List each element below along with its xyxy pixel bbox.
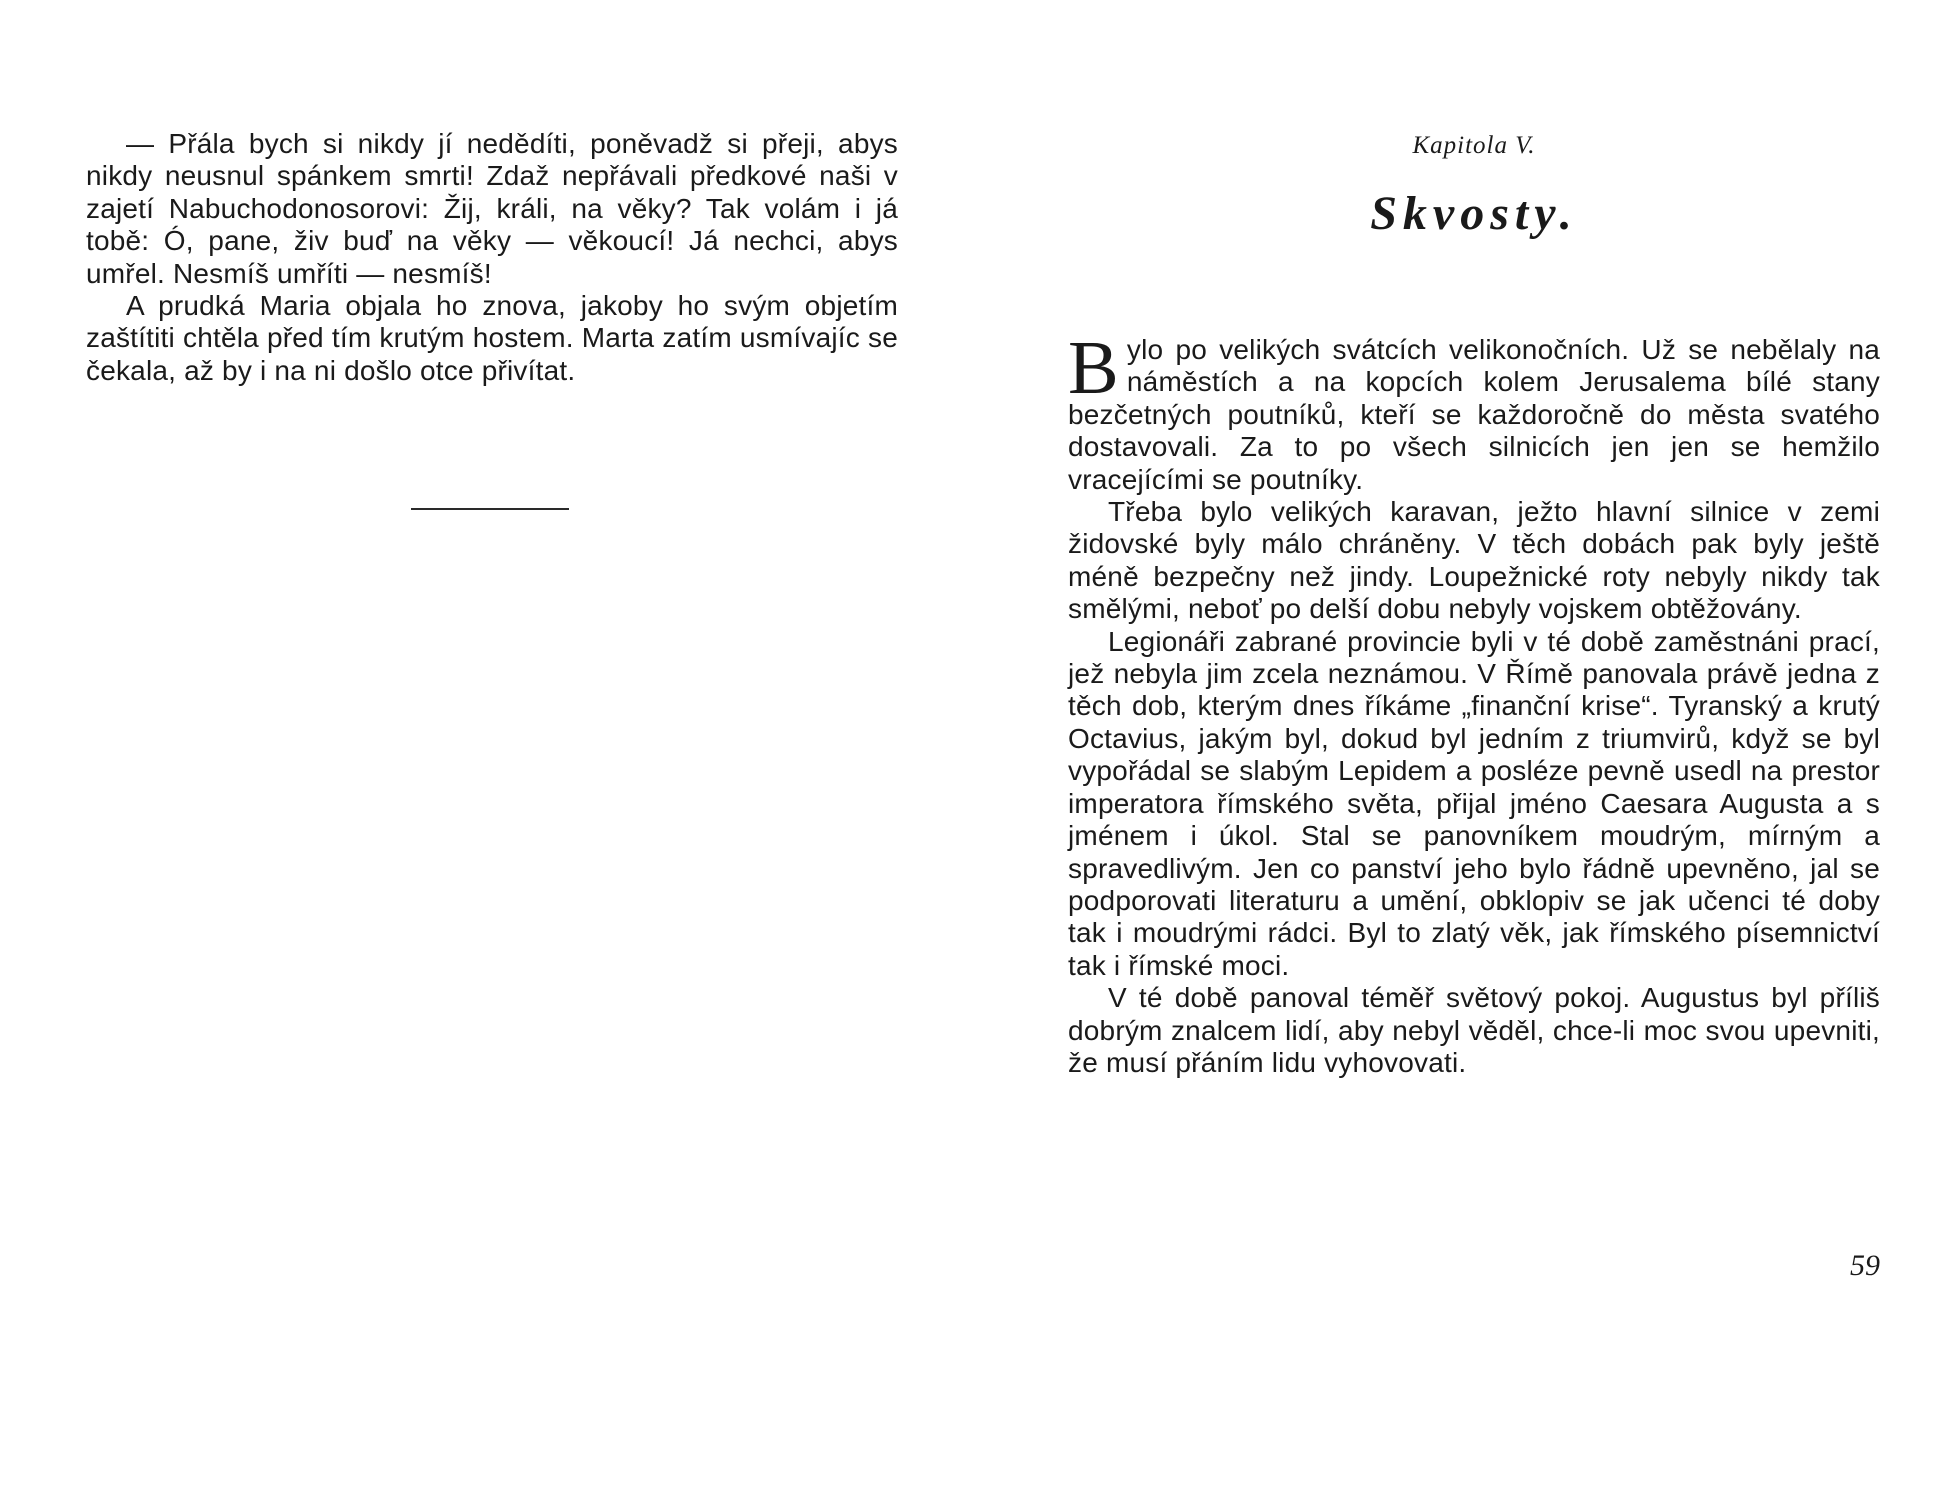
right-paragraph-2: Třeba bylo velikých karavan, ježto hlavní silnice v zemi židovské byly málo chráněny. V těch dobách pak byly ještě méně bezpečny než jindy. Loupežnické roty nebyly nikdy tak smělými, neboť po delší dobu nebyly vojskem obtěžovány. (1068, 496, 1880, 625)
chapter-title: Skvosty. (1370, 187, 1578, 240)
page-number: 59 (1850, 1249, 1880, 1282)
right-page-text (1068, 326, 1880, 1079)
right-paragraph-1 (1068, 326, 1880, 496)
right-paragraph-3: Legionáři zabrané provincie byli v té době zaměstnáni prací, jež nebyla jim zcela neznámou. V Římě panovala právě jedna z těch dob, kterým dnes říkáme „finanční krise“. Tyranský a krutý Octavius, jakým byl, dokud byl jedním z triumvirů, když se byl vypořádal se slabým Lepidem a posléze pevně usedl na prestor imperatora římského světa, přijal jméno Caesara Augusta a s jménem i úkol. Stal se panovníkem moudrým, mírným a spravedlivým. Jen co panství jeho bylo řádně upevněno, jal se podporovati literaturu a umění, obklopiv se jak učenci té doby tak i moudrými rádci. Byl to zlatý věk, jak římského písemnictví tak i římské moci. (1068, 625, 1880, 981)
drop-cap: B (1068, 326, 1119, 410)
left-paragraph-1: — Přála bych si nikdy jí nedědíti, poněvadž si přeji, abys nikdy neusnul spánkem smrti! Zdaž nepřávali předkové naši v zajetí Nabuchodonosorovi: Žij, králi, na věky? Tak volám i já tobě: Ó, pane, živ buď na věky — věkoucí! Já nechci, abys umřel. Nesmíš umříti — nesmíš! (86, 128, 898, 289)
section-divider (411, 508, 569, 510)
chapter-label: Kapitola V. (1412, 132, 1536, 159)
left-page-text (86, 128, 898, 387)
right-paragraph-4: V té době panoval téměř světový pokoj. Augustus byl příliš dobrým znalcem lidí, aby nebyl věděl, chce-li moc svou upevniti, že musí přáním lidu vyhovovati. (1068, 982, 1880, 1078)
left-paragraph-2: A prudká Maria objala ho znova, jakoby ho svým objetím zaštítiti chtěla před tím krutým hostem. Marta zatím usmívajíc se čekala, až by i na ni došlo otce přivítat. (86, 290, 898, 386)
first-paragraph-text: ylo po velikých svátcích velikonočních. Už se nebělaly na náměstích a na kopcích kolem Jerusalema bílé stany bezčetných poutníků, kteří se každoročně do města svatého dostavovali. Za to po všech silnicích jen jen se hemžilo vracejícími se poutníky. (1068, 334, 1880, 495)
